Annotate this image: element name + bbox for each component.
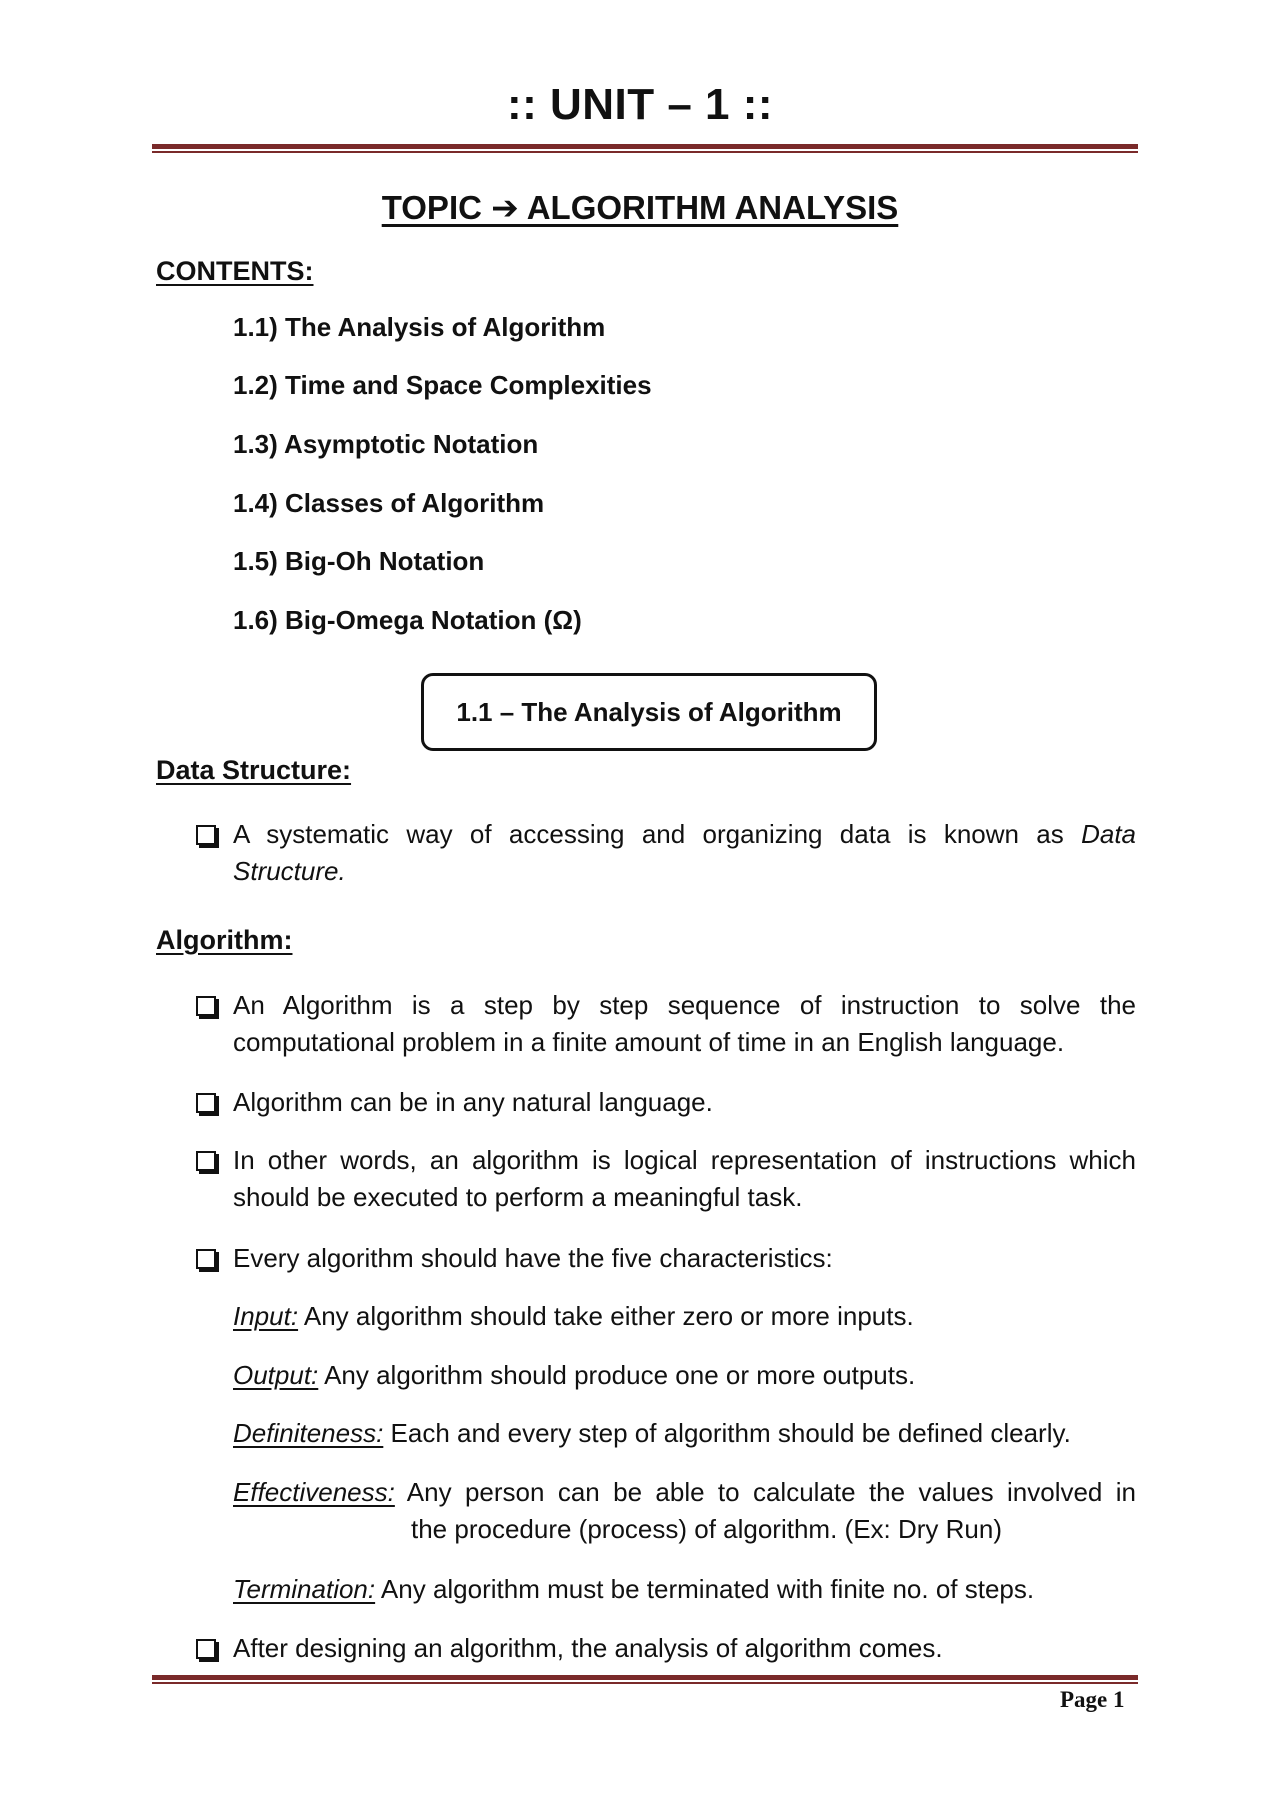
footer-rule xyxy=(152,1675,1138,1684)
toc-item: 1.4) Classes of Algorithm xyxy=(233,488,545,518)
list-item: Algorithm can be in any natural language. xyxy=(196,1084,1136,1121)
toc-item: 1.2) Time and Space Complexities xyxy=(233,370,652,400)
checkbox-bullet-icon xyxy=(196,1151,216,1171)
characteristic-effectiveness: Effectiveness: Any person can be able to calculate the values involved in the procedure (process) of algorithm. (Ex: Dry Run) xyxy=(233,1477,1136,1544)
algorithm-heading: Algorithm: xyxy=(156,925,293,955)
characteristic-output: Output: Any algorithm should produce one or more outputs. xyxy=(233,1360,916,1390)
list-item: A systematic way of accessing and organizing data is known as Data Structure. xyxy=(196,816,1136,890)
toc-item: 1.5) Big-Oh Notation xyxy=(233,546,485,576)
list-item: An Algorithm is a step by step sequence of instruction to solve the computational problem in a finite amount of time in an English language. xyxy=(196,987,1136,1061)
characteristic-input: Input: Any algorithm should take either zero or more inputs. xyxy=(233,1301,914,1331)
list-item: In other words, an algorithm is logical representation of instructions which should be executed to perform a meaningful task. xyxy=(196,1142,1136,1216)
checkbox-bullet-icon xyxy=(196,825,216,845)
characteristic-termination: Termination: Any algorithm must be terminated with finite no. of steps. xyxy=(233,1574,1035,1604)
page-number: Page 1 xyxy=(1060,1687,1125,1712)
characteristic-definiteness: Definiteness: Each and every step of algorithm should be defined clearly. xyxy=(233,1418,1071,1448)
unit-title: :: UNIT – 1 :: xyxy=(506,80,774,129)
toc-item: 1.6) Big-Omega Notation (Ω) xyxy=(233,605,582,635)
topic-title: TOPIC ➔ ALGORITHM ANALYSIS xyxy=(381,189,899,226)
checkbox-bullet-icon xyxy=(196,1249,216,1269)
toc-item: 1.1) The Analysis of Algorithm xyxy=(233,312,606,342)
section-heading-box: 1.1 – The Analysis of Algorithm xyxy=(421,673,877,751)
toc-item: 1.3) Asymptotic Notation xyxy=(233,429,539,459)
list-item: After designing an algorithm, the analysis of algorithm comes. xyxy=(196,1630,1136,1667)
list-item: Every algorithm should have the five characteristics: xyxy=(196,1240,1136,1277)
header-rule xyxy=(152,144,1138,153)
data-structure-heading: Data Structure: xyxy=(156,755,352,785)
contents-label: CONTENTS: xyxy=(156,256,314,286)
checkbox-bullet-icon xyxy=(196,1639,216,1659)
checkbox-bullet-icon xyxy=(196,1093,216,1113)
checkbox-bullet-icon xyxy=(196,996,216,1016)
